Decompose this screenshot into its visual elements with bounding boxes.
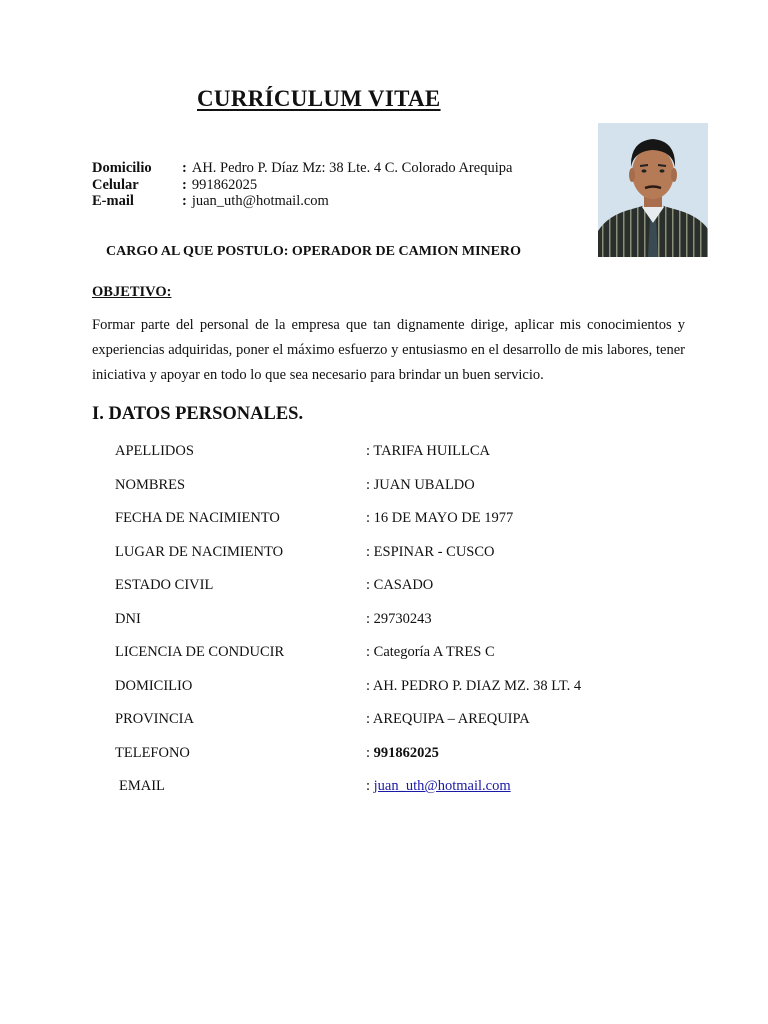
field-label: NOMBRES — [115, 476, 186, 493]
field-value: : JUAN UBALDO — [366, 476, 475, 493]
objective-text: Formar parte del personal de la empresa que tan dignamente dirige, aplicar mis conocimientos y experiencias adquiridas, poner el máximo esfuerzo y entusiasmo en el desarrollo de mis labores, tener iniciativa y apoyar en todo lo que sea necesario para brindar un buen servicio. — [92, 317, 685, 383]
field-value: : AREQUIPA – AREQUIPA — [366, 711, 530, 727]
field-value: : ESPINAR - CUSCO — [366, 543, 495, 560]
field-value: : Categoría A TRES C — [366, 644, 495, 660]
contact-row-email — [92, 193, 512, 210]
contact-label: Domicilio — [92, 160, 152, 176]
field-label: DNI — [115, 610, 141, 627]
field-value: : TARIFA HUILLCA — [366, 443, 490, 459]
personal-data-row-telefono — [115, 745, 581, 779]
contact-value: juan_uth@hotmail.com — [191, 193, 329, 209]
contact-row-celular — [92, 177, 512, 194]
contact-label: E-mail — [92, 193, 134, 209]
contact-label: Celular — [92, 176, 139, 193]
field-value: : 16 DE MAYO DE 1977 — [366, 510, 514, 526]
objective-heading: OBJETIVO: — [92, 284, 172, 300]
field-label: EMAIL — [119, 778, 165, 794]
field-value: : CASADO — [366, 577, 434, 593]
personal-data-row — [115, 611, 581, 645]
contact-colon: : — [182, 193, 187, 209]
field-label: APELLIDOS — [115, 443, 194, 459]
personal-data-row — [115, 510, 581, 544]
field-label: PROVINCIA — [115, 711, 194, 727]
field-value: : juan_uth@hotmail.com — [366, 778, 511, 794]
field-value: : AH. PEDRO P. DIAZ MZ. 38 LT. 4 — [366, 677, 582, 694]
field-value: : 29730243 — [366, 610, 432, 627]
field-label: LICENCIA DE CONDUCIR — [115, 644, 285, 660]
document-title: CURRÍCULUM VITAE — [197, 86, 441, 111]
personal-data-row — [115, 544, 581, 578]
contact-colon: : — [182, 176, 187, 193]
field-label: DOMICILIO — [115, 677, 193, 694]
field-label: LUGAR DE NACIMIENTO — [115, 543, 284, 560]
position-applied: CARGO AL QUE POSTULO: OPERADOR DE CAMION MINERO — [106, 244, 521, 259]
profile-photo — [598, 123, 708, 257]
phone-number: 991862025 — [373, 744, 439, 761]
contact-block — [92, 160, 512, 210]
personal-data-row-email — [115, 778, 581, 812]
personal-data-heading: I. DATOS PERSONALES. — [92, 404, 304, 424]
field-label: FECHA DE NACIMIENTO — [115, 510, 280, 526]
field-label: TELEFONO — [115, 744, 190, 761]
contact-value: AH. Pedro P. Díaz Mz: 38 Lte. 4 C. Colorado Arequipa — [191, 160, 513, 176]
personal-data-row — [115, 678, 581, 712]
personal-data-row — [115, 477, 581, 511]
personal-data-row — [115, 443, 581, 477]
contact-value: 991862025 — [191, 176, 258, 193]
personal-data-row — [115, 577, 581, 611]
personal-data-row — [115, 644, 581, 678]
person-portrait-icon — [598, 123, 708, 257]
contact-row-domicilio — [92, 160, 512, 177]
field-label: ESTADO CIVIL — [115, 577, 214, 593]
email-link[interactable]: juan_uth@hotmail.com — [373, 778, 511, 794]
personal-data-table — [115, 443, 581, 812]
field-value: : 991862025 — [366, 744, 439, 761]
personal-data-row — [115, 711, 581, 745]
contact-colon: : — [182, 160, 187, 176]
